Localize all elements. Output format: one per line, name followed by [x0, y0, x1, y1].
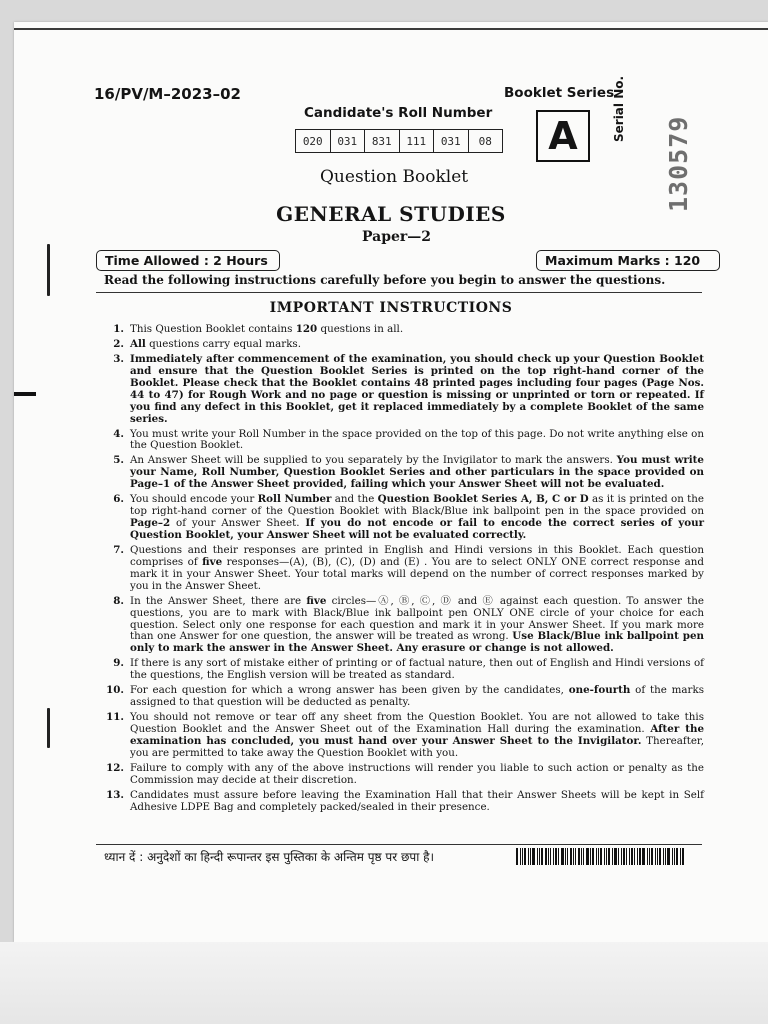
instruction-item [98, 494, 704, 542]
instruction-bold-text: Question Booklet Series A, B, C or D [377, 493, 589, 506]
instruction-text-segment: This Question Booklet contains [130, 323, 296, 335]
instructions-list [98, 324, 704, 817]
instruction-bold-text: 120 [295, 323, 318, 335]
roll-cell: 031 [434, 130, 469, 152]
instruction-text [130, 596, 704, 656]
instruction-text-segment: circles—Ⓐ, Ⓑ, Ⓒ, Ⓓ and Ⓔ against each question. To answer the questions, you are to mark with Black/Blue ink ballpoint pen ONLY ONE circle of your choice for each question. Select only one response for each question and mark it in your Answer Sheet. If you mark more than one Answer for one question, the answer will be treated as wrong. [130, 594, 704, 643]
serial-no-label: Serial No. [612, 75, 626, 142]
roll-cell: 08 [478, 134, 492, 148]
instruction-item [98, 712, 704, 760]
roll-number-boxes [295, 129, 503, 153]
instruction-text-segment: An Answer Sheet will be supplied to you separately by the Invigilator to mark the answers. [130, 454, 617, 467]
instruction-item [98, 429, 704, 453]
instruction-text-segment: Questions and their responses are printed in English and Hindi versions in this Booklet. Each question comprises of [130, 543, 704, 568]
instruction-text-segment: of your Answer Sheet. [170, 517, 306, 530]
instruction-text [130, 545, 704, 593]
hindi-note: ध्यान दें : अनुदेशों का हिन्दी रूपान्तर इस पुस्तिका के अन्तिम पृष्ठ पर छपा है। [104, 850, 435, 864]
divider [96, 292, 702, 293]
roll-cell: 111 [400, 130, 435, 152]
instruction-text [130, 455, 704, 491]
instruction-item [98, 455, 704, 491]
instruction-text [130, 763, 704, 787]
instruction-text-segment: You should not remove or tear off any sheet from the Question Booklet. You are not allowed to take this Question Booklet and the Answer Sheet out of the Examination Hall during the examination. [130, 711, 704, 736]
instruction-number: 7. [113, 543, 124, 556]
instruction-text [130, 429, 704, 453]
instruction-text-segment: Failure to comply with any of the above instructions will render you liable to such action or penalty as the Commission may decide at their discretion. [130, 761, 704, 786]
margin-mark [47, 244, 50, 296]
top-rule [14, 28, 768, 30]
read-instructions-line: Read the following instructions carefully before you begin to answer the questions. [104, 273, 666, 287]
instruction-number: 1. [113, 323, 124, 335]
instruction-bold-text: If you do not encode or fail to encode the correct series of your Question Booklet, your Answer Sheet will not be evaluated correctly. [130, 517, 704, 541]
question-booklet-label: Question Booklet [320, 167, 469, 187]
instruction-item [98, 658, 704, 682]
instruction-bold-text: Page–2 [130, 517, 171, 530]
instruction-item [98, 596, 704, 656]
instructions-title: IMPORTANT INSTRUCTIONS [269, 300, 513, 316]
booklet-series-label: Booklet Series [504, 85, 615, 101]
barcode [516, 848, 685, 865]
instruction-text [130, 685, 704, 709]
instruction-bold-text: All [130, 338, 146, 350]
exam-title: GENERAL STUDIES [276, 202, 506, 226]
instruction-number: 5. [113, 454, 124, 467]
instruction-number: 11. [106, 711, 124, 724]
instruction-number: 13. [106, 788, 124, 801]
roll-number-label: Candidate's Roll Number [304, 105, 493, 121]
instruction-number: 4. [113, 427, 124, 440]
instruction-item [98, 763, 704, 787]
instruction-text [130, 494, 704, 542]
maximum-marks: Maximum Marks : 120 [536, 250, 720, 271]
instruction-number: 10. [106, 684, 124, 697]
instruction-text [130, 324, 704, 336]
instruction-text-segment: If there is any sort of mistake either of printing or of factual nature, then out of English and Hindi versions of the questions, the English version will be treated as standard. [130, 657, 704, 682]
instruction-text-segment: questions carry equal marks. [145, 338, 301, 350]
instruction-text-segment: responses—(A), (B), (C), (D) and (E) . You are to select ONLY ONE correct response and mark it in your Answer Sheet. Your total marks will depend on the number of correct responses marked by you in the Answer Sheet. [130, 555, 704, 592]
instruction-number: 3. [113, 353, 124, 365]
booklet-code: 16/PV/M–2023–02 [94, 85, 241, 103]
instruction-text [130, 790, 704, 814]
instruction-bold-text: one-fourth [568, 684, 631, 697]
instruction-item [98, 339, 704, 351]
instruction-text-segment: and the [331, 493, 378, 506]
instruction-item [98, 354, 704, 425]
booklet-series-letter: A [536, 110, 590, 162]
instruction-item [98, 324, 704, 336]
instruction-text-segment: questions in all. [317, 323, 404, 335]
instruction-bold-text: five [306, 594, 327, 607]
instruction-bold-text: Roll Number [257, 493, 332, 506]
instruction-text [130, 339, 704, 351]
time-allowed: Time Allowed : 2 Hours [96, 250, 280, 271]
instruction-text [130, 712, 704, 760]
instruction-text-segment: For each question for which a wrong answer has been given by the candidates, [130, 684, 569, 697]
margin-dash [14, 392, 36, 396]
roll-cell: 831 [365, 130, 400, 152]
instruction-text [130, 354, 704, 425]
instruction-text-segment: Thereafter, you are permitted to take away the Question Booklet with you. [130, 734, 704, 759]
divider [96, 844, 702, 845]
scan-background [0, 942, 768, 1024]
roll-cell: 020 [296, 130, 331, 152]
instruction-text [130, 658, 704, 682]
instruction-item [98, 790, 704, 814]
instruction-text-segment: Candidates must assure before leaving the Examination Hall that their Answer Sheets will be kept in Self Adhesive LDPE Bag and completely packed/sealed in their presence. [130, 788, 704, 813]
instruction-bold-text: Immediately after commencement of the examination, you should check up your Question Booklet and ensure that the Question Booklet Series is printed on the top right-hand corner of the Booklet. Please check that the Booklet contains 48 printed pages including four pages (Page Nos. 44 to 47) for Rough Work and no page or question is missing or unprinted or torn or repeated. If you find any defect in this Booklet, get it replaced immediately by a complete Booklet of the same series. [130, 353, 704, 425]
margin-mark [47, 708, 50, 748]
instruction-number: 6. [113, 493, 124, 506]
instruction-text-segment: of the marks assigned to that question will be deducted as penalty. [130, 684, 704, 709]
instruction-bold-text: five [202, 555, 223, 568]
roll-cell: 031 [331, 130, 366, 152]
instruction-text-segment: You should encode your [130, 493, 258, 506]
instruction-bold-text: You must write your Name, Roll Number, Question Booklet Series and other particulars in the space provided on Page–1 of the Answer Sheet provided, failing which your Answer Sheet will not be evaluated. [130, 454, 704, 491]
instruction-text-segment: In the Answer Sheet, there are [130, 594, 307, 607]
instruction-number: 2. [113, 338, 124, 350]
booklet-page [14, 22, 768, 942]
instruction-item [98, 545, 704, 593]
instruction-bold-text: Use Black/Blue ink ballpoint pen only to mark the answer in the Answer Sheet. Any erasure or change is not allowed. [130, 630, 704, 655]
instruction-bold-text: After the examination has concluded, you must hand over your Answer Sheet to the Invigilator. [130, 723, 704, 747]
instruction-text-segment: You must write your Roll Number in the space provided on the top of this page. Do not write anything else on the Question Booklet. [130, 427, 704, 452]
instruction-item [98, 685, 704, 709]
instruction-number: 12. [106, 761, 124, 774]
instruction-number: 8. [113, 594, 124, 607]
serial-number: 130579 [664, 115, 693, 212]
instruction-number: 9. [113, 657, 124, 670]
instruction-text-segment: as it is printed on the top right-hand corner of the Question Booklet with Black/Blue ink ballpoint pen in the space provided on [130, 493, 705, 518]
paper-label: Paper—2 [362, 229, 432, 245]
